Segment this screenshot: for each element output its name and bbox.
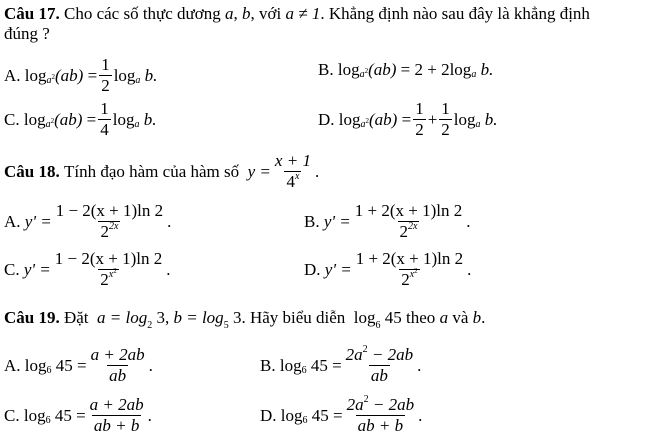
q17-option-c[interactable]: C. log $a^2$ (ab) = $\frac{1}{4}$ log a b. [4,99,157,139]
q18-option-a[interactable]: A. y' = $\frac{1 - 2(x + 1)\ln 2}{2^{2x}}$ . [4,201,172,241]
q17-option-b[interactable]: B. log $a^2$ (ab) = 2 + 2log a b. [318,60,494,81]
q19-option-c[interactable]: C. log 6 45 = $\frac{a + 2ab}{ab + b}$ . [4,395,152,435]
fraction: $\frac{1 - 2(x + 1)\ln 2}{2^{2x}}$ [55,201,164,241]
q19-option-d[interactable]: D. log 6 45 = $\frac{2a^2 - 2ab}{ab + b}$ . [260,394,423,435]
fraction: $\frac{2a^2 - 2ab}{ab + b}$ [346,394,415,435]
q18-stem: Câu 18. Tính đạo hàm của hàm số y = $\frac{x + 1}{4^x}$ . [4,151,320,191]
q18-option-d[interactable]: D. y' = $\frac{1 + 2(x + 1)\ln 2}{2^{x^2}}$ . [304,249,472,289]
q18-number: Câu 18. [4,161,60,181]
q17-stem-line2: đúng ? [4,24,50,43]
q18-option-b[interactable]: B. y' = $\frac{1 + 2(x + 1)\ln 2}{2^{2x}}$ . [304,201,471,241]
fraction: $\frac{a + 2ab}{ab + b}$ [89,395,144,435]
fraction: $\frac{1}{2}$ [415,99,424,139]
fraction: $\frac{1 + 2(x + 1)\ln 2}{2^{x^2}}$ [355,249,464,289]
fraction: $\frac{1}{2}$ [441,99,450,139]
fraction: $\frac{x + 1}{4^x}$ [274,151,311,191]
q19-stem: Câu 19. Đặt $a = \log_2 3$, $b = \log_5 3$. Hãy biểu diễn $\log_6 45$ theo a và b. [4,308,486,331]
q18-option-c[interactable]: C. y' = $\frac{1 - 2(x + 1)\ln 2}{2^{x^2}}$ . [4,249,171,289]
q17-text-a: Cho các số thực dương [63,4,226,23]
q17-stem: Câu 17. Cho các số thực dương a, b, với a ≠ 1. Khẳng định nào sau đây là khẳng định [4,4,590,23]
fraction: $\frac{1}{4}$ [100,99,109,139]
q17-option-d[interactable]: D. log $a^2$ (ab) = $\frac{1}{2}$ + $\frac{1}{2}$ log a b. [318,99,498,139]
fraction: $\frac{a + 2ab}{ab}$ [90,345,145,385]
fraction: $\frac{1}{2}$ [101,55,110,95]
q19-option-b[interactable]: B. log 6 45 = $\frac{2a^2 - 2ab}{ab}$ . [260,344,422,385]
q17-option-a[interactable]: A. log $a^2$ (ab) = $\frac{1}{2}$ log a b. [4,55,158,95]
q17-number: Câu 17. [4,4,60,23]
q19-number: Câu 19. [4,308,60,327]
fraction: $\frac{2a^2 - 2ab}{ab}$ [345,344,414,385]
fraction: $\frac{1 + 2(x + 1)\ln 2}{2^{2x}}$ [354,201,463,241]
fraction: $\frac{1 - 2(x + 1)\ln 2}{2^{x^2}}$ [54,249,163,289]
q19-option-a[interactable]: A. log 6 45 = $\frac{a + 2ab}{ab}$ . [4,345,153,385]
